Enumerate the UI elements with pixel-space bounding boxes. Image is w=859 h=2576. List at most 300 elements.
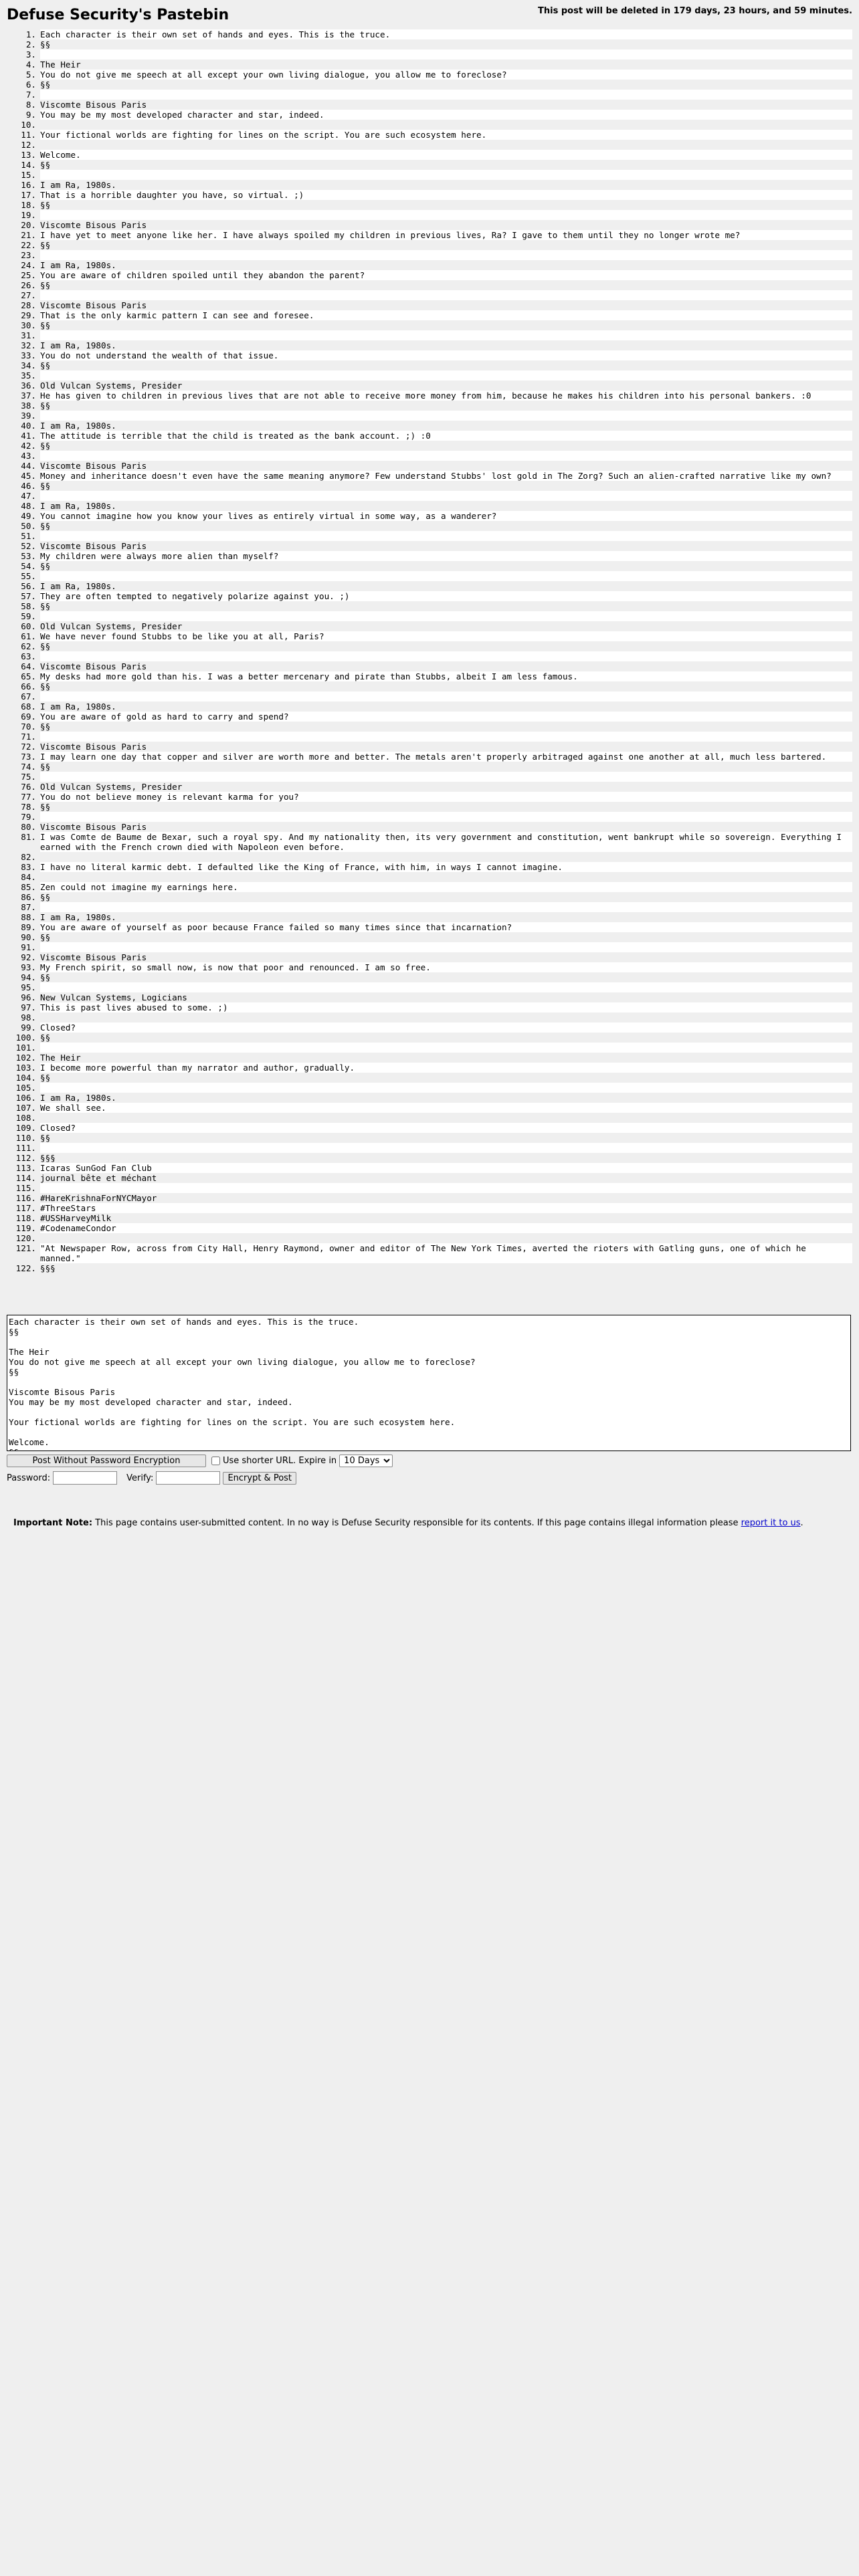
line-number: 21. [21,230,36,240]
line-number: 51. [21,531,36,541]
line-number: 60. [21,621,36,631]
line-text: I am Ra, 1980s. [40,501,852,511]
line-number: 31. [21,330,36,340]
line-number: 103. [15,1063,36,1073]
line-text: I have yet to meet anyone like her. I have always spoiled my children in previous lives, Ra? I gave to them until they no longer wrote me? [40,230,852,240]
line-number: 85. [21,882,36,892]
line-number: 9. [25,110,36,120]
paste-line [7,601,852,611]
line-number: 77. [21,792,36,802]
line-text: §§ [40,280,852,290]
paste-line [7,1043,852,1053]
paste-line [7,712,852,722]
line-number: 82. [21,852,36,862]
line-text: journal bête et méchant [40,1173,852,1183]
line-text: §§ [40,39,852,49]
paste-line [7,300,852,310]
line-text: §§ [40,441,852,451]
line-number: 23. [21,250,36,260]
paste-line [7,551,852,561]
line-text: §§ [40,601,852,611]
paste-line [7,762,852,772]
paste-line [7,932,852,942]
line-number: 48. [21,501,36,511]
line-text: My desks had more gold than his. I was a better mercenary and pirate than Stubbs, albeit I am less famous. [40,671,852,681]
paste-line [7,1053,852,1063]
line-number: 55. [21,571,36,581]
line-text: §§ [40,1073,852,1083]
line-number: 120. [15,1233,36,1243]
line-text [40,451,852,461]
paste-line [7,561,852,571]
line-text [40,250,852,260]
paste-line [7,260,852,270]
paste-line [7,852,852,862]
paste-line [7,892,852,902]
important-note [13,1518,803,1528]
paste-line [7,60,852,70]
post-without-encryption-button[interactable]: Post Without Password Encryption [7,1455,206,1467]
line-text: He has given to children in previous lives that are not able to receive more money from him, because he makes his children into his personal bankers. :0 [40,391,852,401]
line-text: Old Vulcan Systems, Presider [40,381,852,391]
paste-line [7,1133,852,1143]
line-text: #CodenameCondor [40,1223,852,1233]
line-number: 62. [21,641,36,651]
line-text: Viscomte Bisous Paris [40,822,852,832]
line-number: 75. [21,772,36,782]
line-text: #ThreeStars [40,1203,852,1213]
paste-line [7,360,852,370]
line-number: 63. [21,651,36,661]
paste-line [7,290,852,300]
line-text [40,491,852,501]
line-text: I am Ra, 1980s. [40,581,852,591]
paste-line [7,772,852,782]
line-text: Viscomte Bisous Paris [40,661,852,671]
line-text: §§ [40,681,852,691]
line-text: #HareKrishnaForNYCMayor [40,1193,852,1203]
line-number: 68. [21,702,36,712]
line-number: 96. [21,992,36,1002]
paste-line [7,862,852,872]
line-number: 79. [21,812,36,822]
important-note-end: . [800,1518,803,1528]
line-number: 105. [15,1083,36,1093]
line-number: 100. [15,1033,36,1043]
paste-line [7,210,852,220]
paste-line [7,1123,852,1133]
line-number: 50. [21,521,36,531]
paste-line [7,501,852,511]
line-number: 81. [21,832,36,842]
paste-line [7,1023,852,1033]
line-number: 89. [21,922,36,932]
line-number: 8. [25,100,36,110]
line-number: 30. [21,320,36,330]
paste-line [7,722,852,732]
line-number: 86. [21,892,36,902]
line-number: 106. [15,1093,36,1103]
line-text: You are aware of children spoiled until they abandon the parent? [40,270,852,280]
line-number: 66. [21,681,36,691]
line-number: 67. [21,691,36,702]
line-number: 118. [15,1213,36,1223]
shorter-url-label: Use shorter URL. Expire in [223,1455,337,1466]
line-number: 32. [21,340,36,350]
paste-line [7,511,852,521]
line-text: "At Newspaper Row, across from City Hall, Henry Raymond, owner and editor of The New York Times, averted the rioters with Gatling guns, one of which he manned." [40,1243,852,1263]
paste-line [7,972,852,982]
important-note-label: Important Note: [13,1518,93,1528]
line-text: I am Ra, 1980s. [40,702,852,712]
line-number: 58. [21,601,36,611]
paste-line [7,651,852,661]
line-text: §§ [40,802,852,812]
line-text [40,1233,852,1243]
paste-line [7,812,852,822]
paste-line [7,441,852,451]
line-number: 2. [25,39,36,49]
line-number: 56. [21,581,36,591]
paste-line [7,822,852,832]
paste-line [7,942,852,952]
paste-line [7,902,852,912]
paste-line [7,1243,852,1263]
paste-line [7,170,852,180]
line-number: 53. [21,551,36,561]
line-text: Old Vulcan Systems, Presider [40,621,852,631]
line-text [40,651,852,661]
line-number: 88. [21,912,36,922]
line-number: 43. [21,451,36,461]
paste-line [7,1033,852,1043]
line-text: The attitude is terrible that the child is treated as the bank account. ;) :0 [40,431,852,441]
line-number: 111. [15,1143,36,1153]
line-number: 104. [15,1073,36,1083]
line-number: 6. [25,80,36,90]
line-number: 13. [21,150,36,160]
line-text: You may be my most developed character and star, indeed. [40,110,852,120]
paste-line [7,661,852,671]
paste-line [7,1063,852,1073]
paste-line [7,421,852,431]
paste-line [7,1263,852,1273]
paste-line [7,1203,852,1213]
line-text: Viscomte Bisous Paris [40,461,852,471]
expire-select[interactable] [339,1455,393,1467]
line-text: §§ [40,1133,852,1143]
paste-line [7,100,852,110]
line-text: Money and inheritance doesn't even have the same meaning anymore? Few understand Stubbs' lost gold in The Zorg? Such an alien-crafted narrative like my own? [40,471,852,481]
site-title: Defuse Security's Pastebin [7,7,229,23]
paste-line [7,591,852,601]
line-text: You do not give me speech at all except your own living dialogue, you allow me to foreclose? [40,70,852,80]
paste-line [7,1073,852,1083]
line-text: I am Ra, 1980s. [40,421,852,431]
line-number: 41. [21,431,36,441]
line-text: §§ [40,561,852,571]
paste-line [7,340,852,350]
paste-line [7,110,852,120]
paste-line [7,1012,852,1023]
line-text: Closed? [40,1023,852,1033]
line-number: 40. [21,421,36,431]
paste-line [7,832,852,852]
paste-line [7,240,852,250]
line-number: 76. [21,782,36,792]
line-text [40,1043,852,1053]
line-number: 16. [21,180,36,190]
paste-line [7,1223,852,1233]
paste-line [7,280,852,290]
paste-line [7,90,852,100]
paste-content [7,29,852,1273]
line-number: 64. [21,661,36,671]
paste-line [7,872,852,882]
line-text [40,812,852,822]
line-number: 18. [21,200,36,210]
line-number: 52. [21,541,36,551]
line-number: 74. [21,762,36,772]
line-number: 44. [21,461,36,471]
paste-line [7,752,852,762]
line-text: Viscomte Bisous Paris [40,742,852,752]
line-text: I was Comte de Baume de Bexar, such a royal spy. And my nationality then, its very government and constitution, went bankrupt while so sovereign. Everything I earned with the French crown died with Napoleon even before. [40,832,852,852]
paste-line [7,70,852,80]
line-number: 54. [21,561,36,571]
paste-line [7,481,852,491]
line-text: The Heir [40,1053,852,1063]
paste-line [7,391,852,401]
line-number: 14. [21,160,36,170]
line-number: 39. [21,411,36,421]
line-text: I become more powerful than my narrator and author, gradually. [40,1063,852,1073]
paste-line [7,140,852,150]
line-text: I have no literal karmic debt. I defaulted like the King of France, with him, in ways I cannot imagine. [40,862,852,872]
line-number: 91. [21,942,36,952]
paste-line [7,190,852,200]
paste-line [7,691,852,702]
line-number: 34. [21,360,36,370]
page-header [7,5,852,25]
line-text: §§ [40,360,852,370]
paste-line [7,1083,852,1093]
line-number: 42. [21,441,36,451]
verify-label: Verify: [126,1473,154,1483]
line-text [40,942,852,952]
post-options-row [7,1453,393,1468]
line-text: §§ [40,521,852,531]
line-text: Viscomte Bisous Paris [40,300,852,310]
line-text: You are aware of yourself as poor because France failed so many times since that incarnation? [40,922,852,932]
paste-line [7,1153,852,1163]
line-text: §§ [40,160,852,170]
line-number: 113. [15,1163,36,1173]
line-number: 99. [21,1023,36,1033]
line-text: I am Ra, 1980s. [40,1093,852,1103]
line-number: 11. [21,130,36,140]
line-text [40,1183,852,1193]
line-text: §§ [40,320,852,330]
line-text: Each character is their own set of hands and eyes. This is the truce. [40,29,852,39]
paste-line [7,802,852,812]
line-text: The Heir [40,60,852,70]
line-number: 37. [21,391,36,401]
line-text [40,1012,852,1023]
paste-line [7,631,852,641]
line-number: 17. [21,190,36,200]
paste-line [7,1002,852,1012]
paste-line [7,39,852,49]
paste-line [7,1213,852,1223]
deletion-notice: This post will be deleted in 179 days, 23 hours, and 59 minutes. [538,6,852,16]
password-input[interactable] [53,1471,117,1485]
paste-line [7,732,852,742]
paste-line [7,220,852,230]
line-number: 27. [21,290,36,300]
paste-line [7,792,852,802]
line-text: You cannot imagine how you know your lives as entirely virtual in some way, as a wanderer? [40,511,852,521]
line-number: 110. [15,1133,36,1143]
line-text: You do not believe money is relevant karma for you? [40,792,852,802]
line-number: 35. [21,370,36,381]
line-text: Old Vulcan Systems, Presider [40,782,852,792]
line-text: Viscomte Bisous Paris [40,220,852,230]
line-text: I am Ra, 1980s. [40,260,852,270]
line-number: 46. [21,481,36,491]
line-text [40,571,852,581]
line-text: You do not understand the wealth of that issue. [40,350,852,360]
line-text: I may learn one day that copper and silver are worth more and better. The metals aren't properly arbitraged against one another at all, much less bartered. [40,752,852,762]
line-number: 121. [15,1243,36,1253]
line-number: 65. [21,671,36,681]
line-text: §§ [40,401,852,411]
paste-line [7,250,852,260]
line-number: 15. [21,170,36,180]
line-number: 84. [21,872,36,882]
line-text: §§ [40,80,852,90]
paste-line [7,1103,852,1113]
line-text [40,210,852,220]
paste-line [7,200,852,210]
line-number: 38. [21,401,36,411]
line-number: 57. [21,591,36,601]
paste-line [7,491,852,501]
line-text [40,902,852,912]
line-text [40,330,852,340]
line-number: 10. [21,120,36,130]
line-number: 45. [21,471,36,481]
line-text: You are aware of gold as hard to carry and spend? [40,712,852,722]
paste-line [7,350,852,360]
paste-line [7,952,852,962]
paste-line [7,1093,852,1103]
paste-editor[interactable] [7,1315,851,1451]
paste-line [7,782,852,792]
line-text: New Vulcan Systems, Logicians [40,992,852,1002]
line-number: 122. [15,1263,36,1273]
line-number: 114. [15,1173,36,1183]
encryption-row [7,1470,296,1486]
paste-line [7,1183,852,1193]
line-number: 49. [21,511,36,521]
paste-line [7,230,852,240]
encrypt-and-post-button[interactable]: Encrypt & Post [223,1472,296,1485]
paste-line [7,962,852,972]
line-number: 101. [15,1043,36,1053]
shorter-url-checkbox[interactable] [211,1457,220,1465]
line-number: 95. [21,982,36,992]
line-number: 47. [21,491,36,501]
line-number: 112. [15,1153,36,1163]
report-link[interactable]: report it to us [741,1518,801,1528]
line-number: 33. [21,350,36,360]
paste-line [7,411,852,421]
paste-line [7,611,852,621]
paste-line [7,1193,852,1203]
line-text: I am Ra, 1980s. [40,180,852,190]
paste-line [7,130,852,140]
line-number: 115. [15,1183,36,1193]
line-number: 24. [21,260,36,270]
line-number: 59. [21,611,36,621]
line-number: 83. [21,862,36,872]
line-text [40,140,852,150]
line-number: 29. [21,310,36,320]
line-number: 73. [21,752,36,762]
verify-input[interactable] [156,1471,220,1485]
line-number: 5. [25,70,36,80]
line-number: 109. [15,1123,36,1133]
paste-line [7,431,852,441]
line-text: I am Ra, 1980s. [40,340,852,350]
line-text [40,120,852,130]
paste-line [7,531,852,541]
line-text: Viscomte Bisous Paris [40,100,852,110]
line-text: §§ [40,481,852,491]
line-number: 61. [21,631,36,641]
line-number: 7. [25,90,36,100]
line-number: 70. [21,722,36,732]
line-text: §§ [40,641,852,651]
line-text: Icaras SunGod Fan Club [40,1163,852,1173]
password-label: Password: [7,1473,51,1483]
line-number: 93. [21,962,36,972]
line-text: That is a horrible daughter you have, so virtual. ;) [40,190,852,200]
line-number: 80. [21,822,36,832]
line-text: That is the only karmic pattern I can see and foresee. [40,310,852,320]
line-text: This is past lives abused to some. ;) [40,1002,852,1012]
important-note-text: This page contains user-submitted content. In no way is Defuse Security responsible for its contents. If this page contains illegal information please [92,1518,741,1528]
line-text: §§§ [40,1153,852,1163]
paste-line [7,451,852,461]
line-text: §§ [40,722,852,732]
line-number: 97. [21,1002,36,1012]
paste-line [7,671,852,681]
line-number: 119. [15,1223,36,1233]
paste-line [7,270,852,280]
paste-line [7,180,852,190]
line-number: 78. [21,802,36,812]
paste-line [7,882,852,892]
line-text: §§ [40,892,852,902]
line-number: 22. [21,240,36,250]
line-text [40,872,852,882]
line-number: 92. [21,952,36,962]
paste-line [7,621,852,631]
line-number: 108. [15,1113,36,1123]
line-text [40,1143,852,1153]
